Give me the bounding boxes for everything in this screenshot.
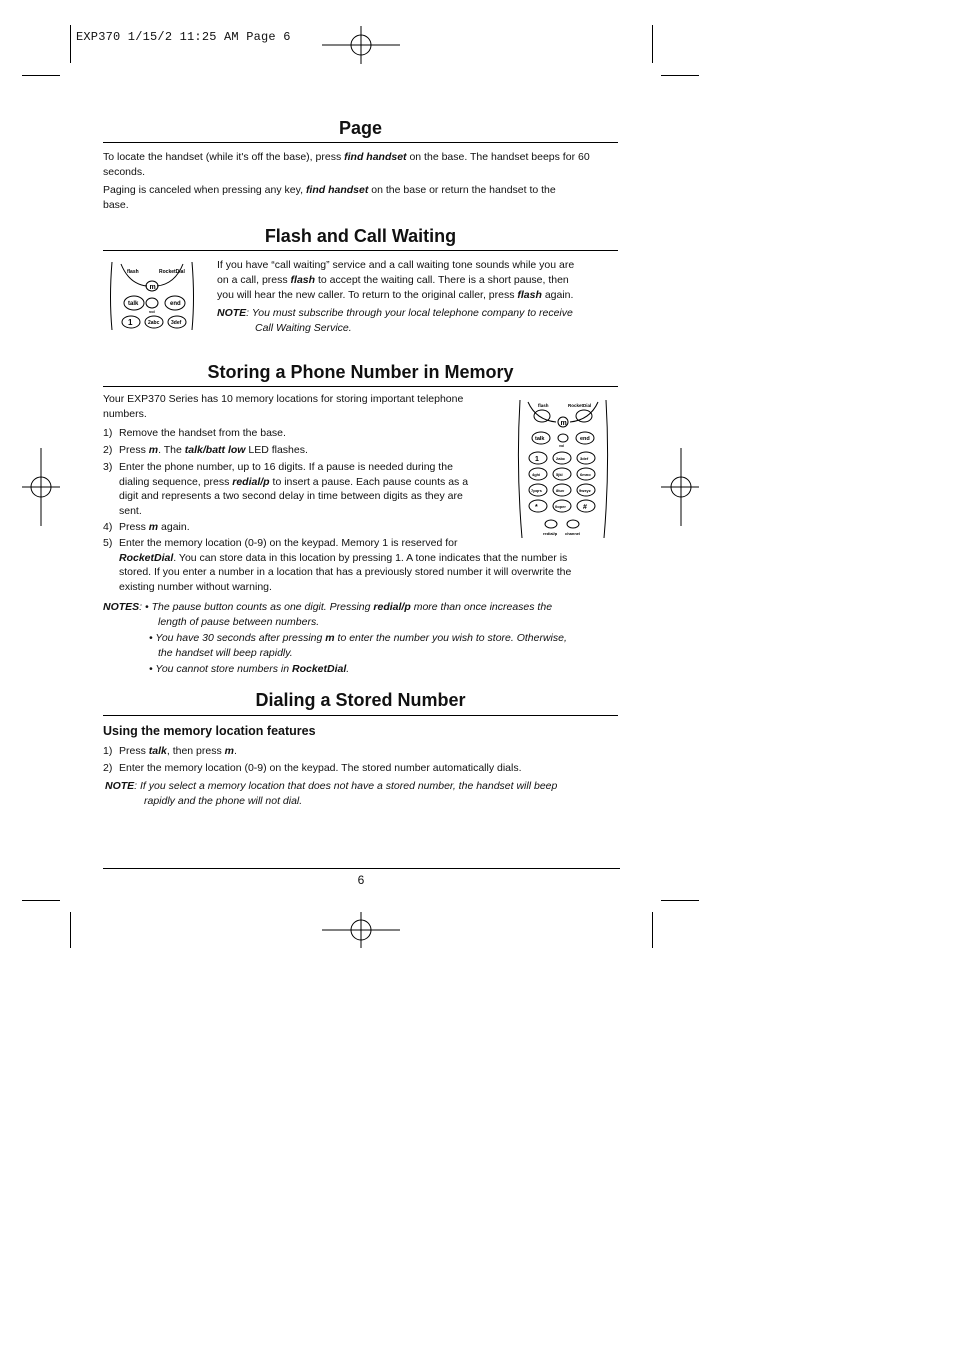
subsection-title: Using the memory location features [103,724,316,738]
vol-label: vol [149,309,155,314]
list-item: 1) Press talk, then press m. [103,745,237,757]
note: NOTE: You must subscribe through your local telephone company to receive Call Waiting Service. [217,307,573,334]
page-number: 6 [357,873,365,887]
list-item: 4) Press m again. [103,521,190,533]
handset-keypad-illustration-large [516,398,610,540]
redial-key-label: redial/p [543,531,558,536]
keypad-key-label: 3def [580,456,589,461]
notes: • You cannot store numbers in RocketDial. [149,663,350,675]
memory-key-label: m [149,284,156,291]
paragraph: Your EXP370 Series has 10 memory locations for storing important telephone numbers. [103,393,464,420]
divider [103,142,618,143]
keypad-key-label: # [583,504,587,511]
flash-key-label: flash [127,269,139,275]
keypad-key-label: 9wxyz [579,488,591,493]
key-2-label: 2abc [148,320,160,326]
paragraph: Paging is canceled when pressing any key, find handset on the base or return the handset to the base. [103,184,556,211]
list-item: 5) Enter the memory location (0-9) on the keypad. Memory 1 is reserved for RocketDial. You can store data in this location by pressing 1. A tone indicates that the number is stored. If you enter a number in a location that has a previously stored number it will overwrite the existing number without warning. [103,537,572,593]
divider [103,250,618,251]
divider [103,386,618,387]
section-title-dialing: Dialing a Stored Number [255,690,466,710]
list-item: 2) Press m. The talk/batt low LED flashes. [103,444,308,456]
key-3-label: 3def [171,320,182,326]
key-1-label: 1 [128,318,133,327]
section-title-storing: Storing a Phone Number in Memory [207,362,514,382]
end-key-label: end [170,301,181,307]
talk-key-label: talk [128,301,139,307]
keypad-key-label: 6mno [580,472,591,477]
channel-key-label: channel [565,531,581,536]
flash-key-label: flash [538,403,549,408]
list-item: 3) Enter the phone number, up to 16 digits. If a pause is needed during the dialing sequence, press redial/p to insert a pause. Each pause counts as a digit and represents a two second delay in time between digits as they are sent. [103,461,469,517]
section-title-page: Page [338,118,383,138]
footer-rule [103,868,620,869]
keypad-key-label: 2abc [556,456,566,461]
notes: • You have 30 seconds after pressing m to enter the number you wish to store. Otherwise, the handset will beep rapidly. [149,632,567,659]
notes: NOTES: • The pause button counts as one digit. Pressing redial/p more than once increases the length of pause between numbers. [103,601,553,628]
print-slug: EXP370 1/15/2 11:25 AM Page 6 [76,30,291,44]
paragraph: To locate the handset (while it's off the base), press find handset on the base. The handset beeps for 60 seconds. [103,151,590,178]
note: NOTE: If you select a memory location that does not have a stored number, the handset will beep rapidly and the phone will not dial. [105,780,558,807]
rocketdial-key-label: RocketDial [568,403,592,408]
paragraph: If you have “call waiting” service and a call waiting tone sounds while you are on a call, press flash to accept the waiting call. There is a short pause, then you will hear the new caller. To return to the original caller, press flash again. [217,259,575,301]
keypad-key-label: 4ghi [532,472,541,477]
vol-label: vol [559,444,565,448]
memory-key-label: m [560,420,567,427]
keypad-key-label: * [535,504,538,511]
divider [103,715,618,716]
rocketdial-key-label: RocketDial [159,269,185,275]
list-item: 1) Remove the handset from the base. [103,427,286,439]
keypad-key-label: 5jkl [556,472,563,477]
talk-key-label: talk [535,436,545,442]
keypad-key-label: 0oper [555,504,566,509]
list-item: 2) Enter the memory location (0-9) on the keypad. The stored number automatically dials. [103,762,522,774]
handset-keypad-illustration-small [107,258,197,334]
section-title-flash: Flash and Call Waiting [264,226,457,246]
keypad-key-label: 1 [535,456,539,463]
keypad-key-label: 8tuv [556,488,565,493]
end-key-label: end [580,436,590,442]
keypad-key-label: 7pqrs [531,488,542,493]
